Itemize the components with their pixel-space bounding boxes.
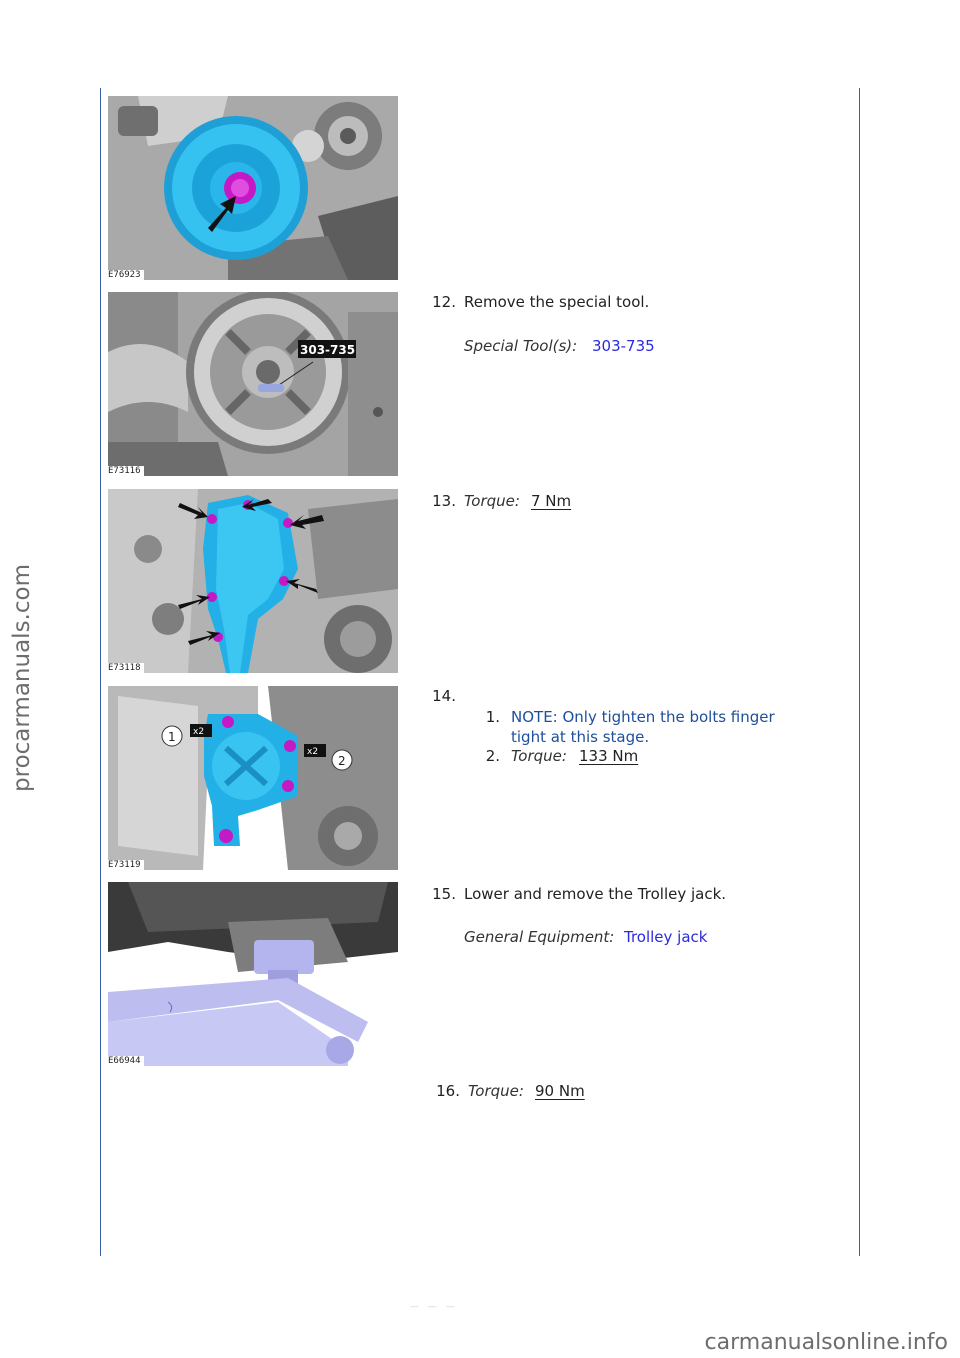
callout-2: 2 (338, 754, 346, 768)
step-text: Lower and remove the Trolley jack. (464, 885, 727, 903)
figure-timing-cover (108, 489, 398, 673)
step-number: 14. (432, 687, 456, 705)
figure-camshaft-tool (108, 292, 398, 476)
torque-label: Torque: (464, 492, 520, 510)
figure-trolley-jack (108, 882, 398, 1066)
x2-label-1: x2 (193, 727, 205, 737)
callout-1: 1 (168, 730, 176, 744)
torque-value: 7 Nm (531, 492, 572, 510)
special-tool-link[interactable]: 303-735 (592, 337, 655, 355)
step-number: 16. (436, 1082, 460, 1100)
figure-id: E73119 (108, 860, 144, 870)
note-text-line-2: tight at this stage. (511, 728, 650, 746)
figure-crank-pulley (108, 96, 398, 280)
torque-label: Torque: (468, 1082, 524, 1100)
special-tool-label: Special Tool(s): (464, 337, 578, 355)
torque-value: 90 Nm (535, 1082, 585, 1100)
note-text-line-1: NOTE: Only tighten the bolts finger (511, 708, 775, 726)
figure-id: E66944 (108, 1056, 144, 1066)
substep-number: 1. (485, 708, 500, 726)
figure-id: E73116 (108, 466, 144, 476)
step-number: 15. (432, 885, 456, 903)
step-number: 13. (432, 492, 456, 510)
substep-number: 2. (485, 747, 500, 765)
x2-label-2: x2 (307, 747, 319, 757)
figure-engine-mount (108, 686, 398, 870)
equipment-link[interactable]: Trolley jack (624, 928, 708, 946)
footer-watermark: carmanualsonline.info (704, 1330, 948, 1355)
torque-label: Torque: (511, 747, 567, 765)
torque-value: 133 Nm (579, 747, 639, 765)
right-margin-rule (859, 88, 860, 1256)
figure-id: E76923 (108, 270, 144, 280)
step-text: Remove the special tool. (464, 293, 650, 311)
equipment-label: General Equipment: (464, 928, 615, 946)
tool-number-tag: 303-735 (300, 343, 356, 357)
figure-id: E73118 (108, 663, 144, 673)
step-number: 12. (432, 293, 456, 311)
left-margin-rule (100, 88, 101, 1256)
side-watermark: procarmanuals.com (9, 564, 35, 792)
page-footer-text: — — — (410, 1302, 458, 1312)
